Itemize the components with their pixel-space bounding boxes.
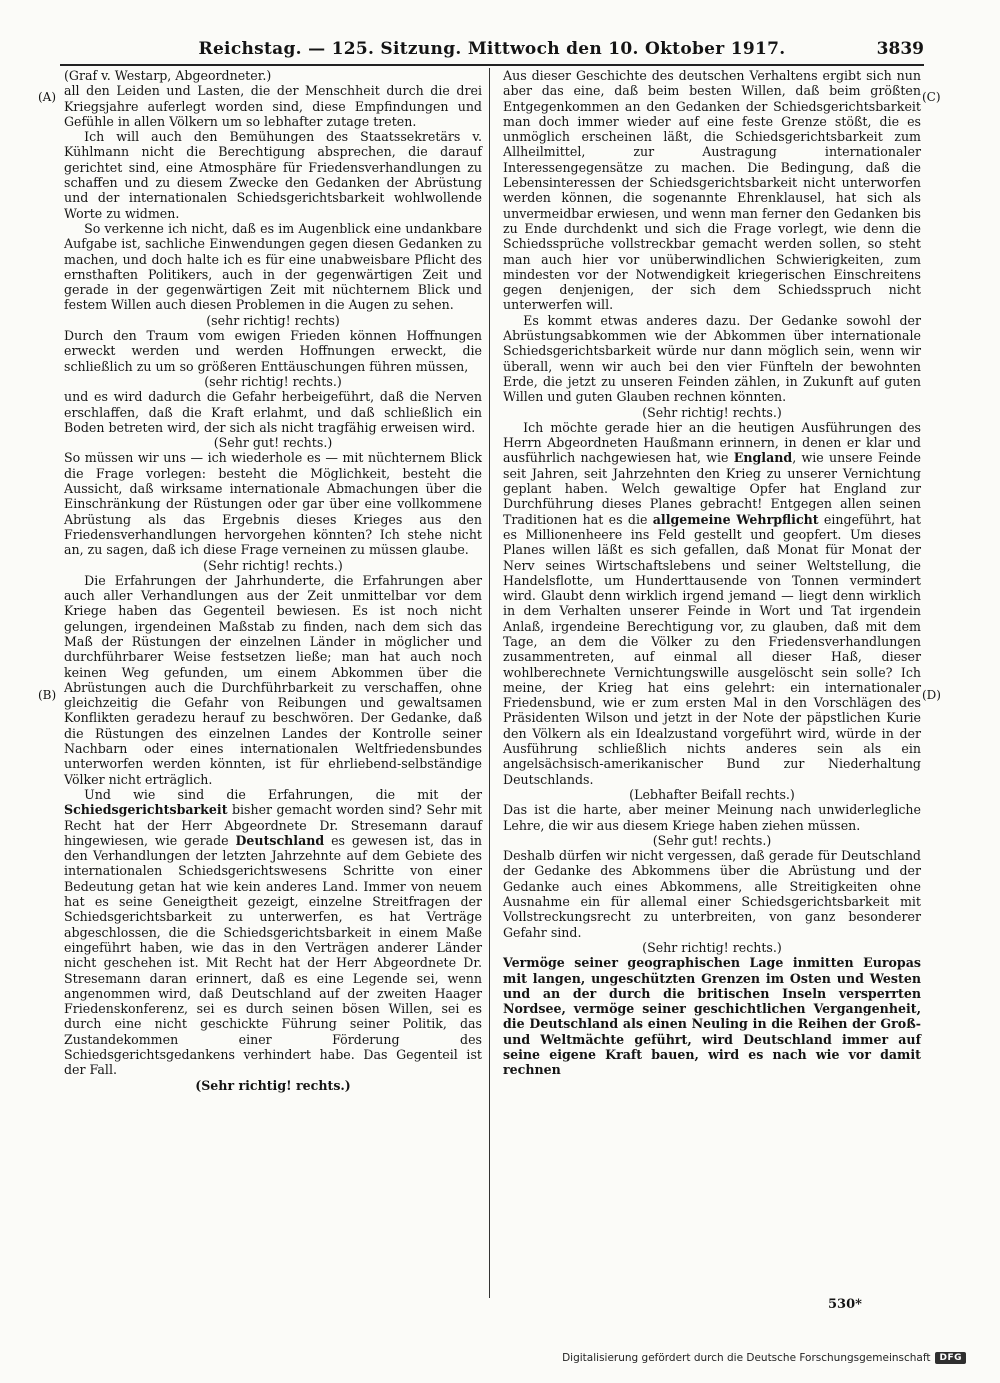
interjection: (Sehr gut! rechts.) xyxy=(213,435,333,451)
text-run: bisher gemacht worden sind? Sehr mit Recht hat der Herr Abgeordnete Dr. Stresemann darauf hingewiesen, wie gerade xyxy=(64,802,482,848)
paragraph: So müssen wir uns — ich wiederhole es — mit nüchternem Blick die Frage vorlegen: besteht die Möglichkeit, besteht die Aussicht, daß wirksame internationale Abmachungen über die Einschränkung der Rüstungen oder gar über eine vollkommene Abrüstung als das Ergebnis dieses Krieges aus den Friedensverhandlungen hervorgehen könnten? Ich stehe nicht an, zu sagen, daß ich diese Frage verneinen zu müssen glaube. xyxy=(64,450,482,558)
interjection: (Sehr richtig! rechts.) xyxy=(203,557,343,573)
right-column xyxy=(503,68,921,1078)
interjection: (sehr richtig! rechts) xyxy=(206,312,340,328)
page-header xyxy=(60,34,924,66)
text-run: Ich möchte gerade hier an die heutigen Ausführungen des Herrn Abgeordneten Haußmann erinnern, in denen er klar und ausführlich nachgewiesen hat, wie xyxy=(503,419,921,466)
interjection: (Lebhafter Beifall rechts.) xyxy=(629,786,795,802)
paragraph: Aus dieser Geschichte des deutschen Verhaltens ergibt sich nun aber das eine, daß beim besten Willen, daß beim größten Entgegenkommen an den Gedanken der Schiedsgerichtsbarkeit man doch immer wieder auf eine feste Grenze stößt, die es unmöglich erscheinen läßt, die Schiedsgerichtsbarkeit zum Allheilmittel, zur Austragung internationaler Interessengegensätze zu machen. Die Bedingung, daß die Lebensinteressen der Schiedsgerichtsbarkeit nicht unterworfen werden können, die sogenannte Ehrenklausel, hat sich als unvermeidbar erwiesen, und wenn man ferner den Gedanken bis zu Ende durchdenkt und sich die Frage vorlegt, wie denn die Schiedssprüche vollstreckbar gemacht werden sollen, so steht man auch hier vor unüberwindlichen Schwierigkeiten, zum mindesten vor der Notwendigkeit kriegerischen Einschreitens gegen denjenigen, der sich dem Schiedsspruch nicht unterwerfen will. xyxy=(503,68,921,313)
interjection: (sehr richtig! rechts.) xyxy=(204,373,342,389)
paragraph: Das ist die harte, aber meiner Meinung nach unwiderlegliche Lehre, die wir aus diesem Kriege haben ziehen müssen. xyxy=(503,802,921,833)
paragraph: Die Erfahrungen der Jahrhunderte, die Erfahrungen aber auch aller Verhandlungen aus der Zeit unmittelbar vor dem Kriege haben das Gegenteil bewiesen. Es ist noch nicht gelungen, irgendeinen Maßstab zu finden, nach dem sich das Maß der Rüstungen der einzelnen Länder in möglicher und durchführbarer Weise festsetzen ließe; man hat auch noch keinen Weg gefunden, um einem Abkommen über die Abrüstungen auch die Durchführbarkeit zu verschaffen, ohne gleichzeitig die Gefahr von Reibungen und gewaltsamen Konflikten geradezu herauf zu beschwören. Der Gedanke, daß die Rüstungen des einzelnen Landes der Kontrolle seiner Nachbarn oder eines internationalen Weltfriedensbundes unterworfen werden könnten, ist für ehrliebend-selbständige Völker nicht erträglich. xyxy=(64,572,482,787)
margin-marker-c: (C) xyxy=(922,90,941,104)
emphasis-text: Deutschland xyxy=(235,832,325,848)
left-column xyxy=(64,68,482,1093)
emphasis-text: Schiedsgerichtsbarkeit xyxy=(64,802,228,818)
margin-marker-b: (B) xyxy=(38,688,57,702)
emphasis-text: allgemeine Wehrpflicht xyxy=(652,511,819,527)
text-run: es gewesen ist, das in den Verhandlungen der letzten Jahrzehnte auf dem Gebiete des internationalen Schiedsgerichtswesens Schritte von einer Bedeutung getan hat wie kein anderes Land. Immer von neuem hat es seine Geneigtheit gezeigt, einzelne Streitfragen der Schiedsgerichtsbarkeit zu unterwerfen, es hat Verträge abgeschlossen, die die Schiedsgerichtsbarkeit in einem Maße eingeführt haben, wie das in den Verträgen anderer Länder nicht geschehen ist. Mit Recht hat der Herr Abgeordnete Dr. Stresemann daran erinnert, daß es eine Legende sei, wenn angenommen wird, daß Deutschland auf der zweiten Haager Friedenskonferenz, sei es durch seinen bösen Willen, sei es durch eine nicht geschickte Führung seiner Politik, das Zustandekommen einer Förderung des Schiedsgerichtsgedankens verhindert habe. Das Gegenteil ist der Fall. xyxy=(64,832,482,1078)
paragraph xyxy=(64,787,482,1078)
paragraph: Es kommt etwas anderes dazu. Der Gedanke sowohl der Abrüstungsabkommen wie der Abkommen über internationale Schiedsgerichtsbarkeit würde nur dann möglich sein, wenn wir überall, wenn wir auch bei den vier Fünfteln der bewohnten Erde, die jetzt zu unseren Feinden zählen, in Zukunft auf guten Willen und guten Glauben rechnen könnten. xyxy=(503,312,921,405)
paragraph xyxy=(503,420,921,787)
column-divider xyxy=(489,68,490,1298)
page-number: 3839 xyxy=(876,39,924,59)
paragraph: Ich will auch den Bemühungen des Staatssekretärs v. Kühlmann nicht die Berechtigung absprechen, die darauf gerichtet sind, eine Atmosphäre für Friedensverhandlungen zu schaffen und zu diesem Zwecke den Gedanken der Abrüstung und der internationalen Schiedsgerichtsbarkeit wohlwollende Worte zu widmen. xyxy=(64,129,482,221)
dfg-logo-icon: DFG xyxy=(935,1352,966,1364)
interjection: (Sehr richtig! rechts.) xyxy=(642,939,782,955)
paragraph: und es wird dadurch die Gefahr herbeigeführt, daß die Nerven erschlaffen, daß die Kraft erlahmt, und daß schließlich ein Boden betreten wird, der sich als nicht tragfähig erweisen wird. xyxy=(64,389,482,435)
page-title: Reichstag. — 125. Sitzung. Mittwoch den 10. Oktober 1917. xyxy=(198,39,786,59)
interjection: (Sehr richtig! rechts.) xyxy=(642,404,782,420)
paragraph: So verkenne ich nicht, daß es im Augenblick eine undankbare Aufgabe ist, sachliche Einwendungen gegen diesen Gedanken zu machen, und doch halte ich es für eine unabweisbare Pflicht des ernsthaften Politikers, auch in der gegenwärtigen Zeit und gerade in der gegenwärtigen Zeit mit nüchternem Blick und festem Willen auch diesen Problemen in die Augen zu sehen. xyxy=(64,220,482,313)
speaker-attribution: (Graf v. Westarp, Abgeordneter.) xyxy=(64,68,272,83)
text-run: Und wie sind die Erfahrungen, die mit der xyxy=(84,786,482,802)
margin-marker-d: (D) xyxy=(922,688,941,702)
text-run: , wie unsere Feinde seit Jahren, seit Jahrzehnten den Krieg zu unserer Vernichtung geplant haben. Welch gewaltige Opfer hat England zur Durchführung dieses Planes gebracht! Entgegen allen seinen Traditionen hat es die xyxy=(503,450,922,527)
digitization-footer xyxy=(562,1352,966,1364)
text-run: eingeführt, hat es Millionenheere ins Feld gestellt und geopfert. Um dieses Planes willen läßt es sich gefallen, daß Monat für Monat der Nerv seines Wirtschaftslebens und seiner Weltstellung, die Handelsflotte, um Hunderttausende von Tonnen vermindert wird. Glaubt denn wirklich irgend jemand — liegt denn wirklich in dem Verhalten unserer Feinde in Wort und Tat irgendein Anlaß, irgendeine Berechtigung vor, zu glauben, daß mit dem Tage, an dem die Völker zu den Friedensverhandlungen zusammentreten, auf einmal all dieser Haß, dieser wohlberechnete Vernichtungswille ausgelöscht sein solle? Ich meine, der Krieg hat eins gelehrt: ein internationaler Friedensbund, wie er zum ersten Mal in den Vorschlägen des Präsidenten Wilson und jetzt in der Note der päpstlichen Kurie den Völkern als ein Idealzustand vorgeführt wird, würde in der Ausführung schließlich nichts anderes sein als ein angelsächsisch-amerikanischer Bund zur Niederhaltung Deutschlands. xyxy=(503,511,921,787)
interjection: (Sehr gut! rechts.) xyxy=(652,832,772,848)
paragraph: Deshalb dürfen wir nicht vergessen, daß gerade für Deutschland der Gedanke des Abkommens über die Abrüstung und der Gedanke auch eines Abkommens, alle Streitigkeiten ohne Ausnahme ein für allemal einer Schiedsgerichtsbarkeit mit Vollstreckungsrecht zu unterbreiten, von ganz besonderer Gefahr sind. xyxy=(503,848,921,940)
paragraph: Vermöge seiner geographischen Lage inmitten Europas mit langen, ungeschützten Grenzen im Osten und Westen und an der durch die britischen Inseln versperrten Nordsee, vermöge seiner geschichtlichen Vergangenheit, die Deutschland als einen Neuling in die Reihen der Groß- und Weltmächte geführt, wird Deutschland immer auf seine eigene Kraft bauen, wird es nach wie vor damit rechnen xyxy=(503,955,921,1078)
footer-text: Digitalisierung gefördert durch die Deutsche Forschungsgemeinschaft xyxy=(562,1352,931,1364)
emphasis-text: England xyxy=(733,450,793,466)
paragraph: Durch den Traum vom ewigen Frieden können Hoffnungen erweckt werden und werden Hoffnungen erweckt, die schließlich zu um so größeren Enttäuschungen führen müssen, xyxy=(64,328,482,374)
margin-marker-a: (A) xyxy=(38,90,57,104)
signature-mark: 530* xyxy=(828,1297,862,1312)
interjection: (Sehr richtig! rechts.) xyxy=(195,1077,351,1093)
paragraph: all den Leiden und Lasten, die der Menschheit durch die drei Kriegsjahre auferlegt worden sind, diese Empfindungen und Gefühle in allen Völkern um so lebhafter zutage treten. xyxy=(64,83,482,129)
